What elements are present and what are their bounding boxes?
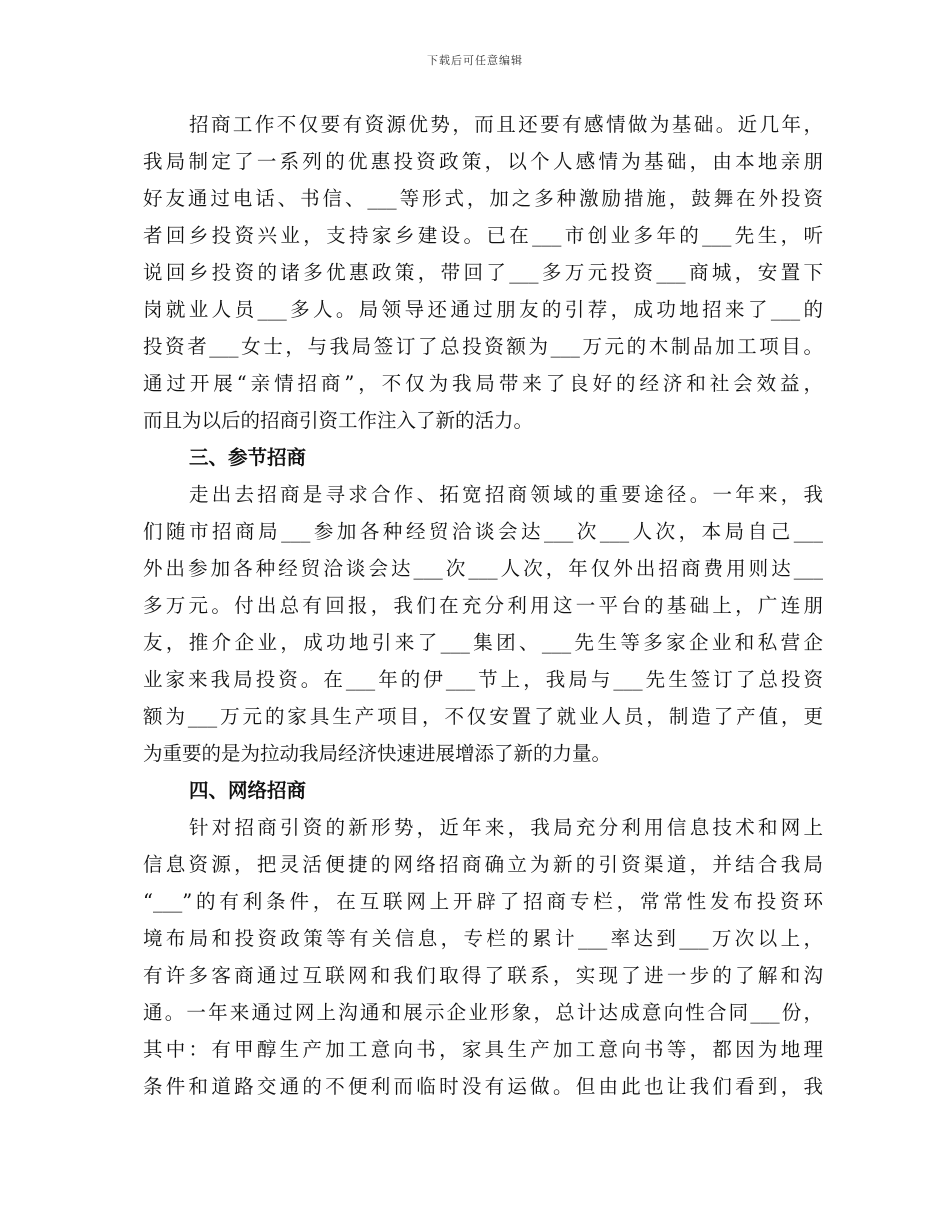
paragraph-line: 友，推介企业，成功地引来了___集团、___先生等多家企业和私营企 [143,631,823,654]
paragraph-line: 业家来我局投资。在___年的伊___节上，我局与___先生签订了总投资 [143,668,823,691]
section-heading: 四、网络招商 [189,779,307,802]
paragraph-line: 说回乡投资的诸多优惠政策，带回了___多万元投资___商城，安置下 [143,261,823,284]
paragraph-line: 为重要的是为拉动我局经济快速进展增添了新的力量。 [143,742,612,765]
paragraph-line: 有许多客商通过互联网和我们取得了联系，实现了进一步的了解和沟 [143,964,823,987]
paragraph-line: 外出参加各种经贸洽谈会达___次___人次，年仅外出招商费用则达___ [143,557,823,580]
paragraph-line: 额为___万元的家具生产项目，不仅安置了就业人员，制造了产值，更 [143,705,823,728]
paragraph-line: 者回乡投资兴业，支持家乡建设。已在___市创业多年的___先生，听 [143,224,823,247]
document-body [143,106,823,1105]
paragraph-line: 针对招商引资的新形势，近年来，我局充分利用信息技术和网上 [189,816,823,839]
paragraph-line: 岗就业人员___多人。局领导还通过朋友的引荐，成功地招来了___的 [143,298,823,321]
paragraph-line: 境布局和投资政策等有关信息，专栏的累计___率达到___万次以上， [143,927,823,950]
paragraph-line: 们随市招商局___参加各种经贸洽谈会达___次___人次，本局自己___ [143,520,823,543]
section-heading: 三、参节招商 [189,446,307,469]
paragraph-line: 通过开展“亲情招商”，不仅为我局带来了良好的经济和社会效益， [143,372,823,395]
paragraph-line: 我局制定了一系列的优惠投资政策，以个人感情为基础，由本地亲朋 [143,150,823,173]
paragraph-line: 信息资源，把灵活便捷的网络招商确立为新的引资渠道，并结合我局 [143,853,823,876]
paragraph-line: 好友通过电话、书信、___等形式，加之多种激励措施，鼓舞在外投资 [143,187,823,210]
page-header: 下载后可任意编辑 [427,54,523,67]
paragraph-line: 条件和道路交通的不便利而临时没有运做。但由此也让我们看到，我 [143,1075,823,1098]
paragraph-line: 通。一年来通过网上沟通和展示企业形象，总计达成意向性合同___份， [143,1001,823,1024]
paragraph-line: 多万元。付出总有回报，我们在充分利用这一平台的基础上，广连朋 [143,594,823,617]
paragraph-line: “___”的有利条件，在互联网上开辟了招商专栏，常常性发布投资环 [143,890,823,913]
paragraph-line: 招商工作不仅要有资源优势，而且还要有感情做为基础。近几年， [189,113,823,136]
paragraph-line: 其中：有甲醇生产加工意向书，家具生产加工意向书等，都因为地理 [143,1038,823,1061]
paragraph-line: 投资者___女士，与我局签订了总投资额为___万元的木制品加工项目。 [143,335,823,358]
paragraph-line: 走出去招商是寻求合作、拓宽招商领域的重要途径。一年来，我 [189,483,823,506]
paragraph-line: 而且为以后的招商引资工作注入了新的活力。 [143,409,534,432]
